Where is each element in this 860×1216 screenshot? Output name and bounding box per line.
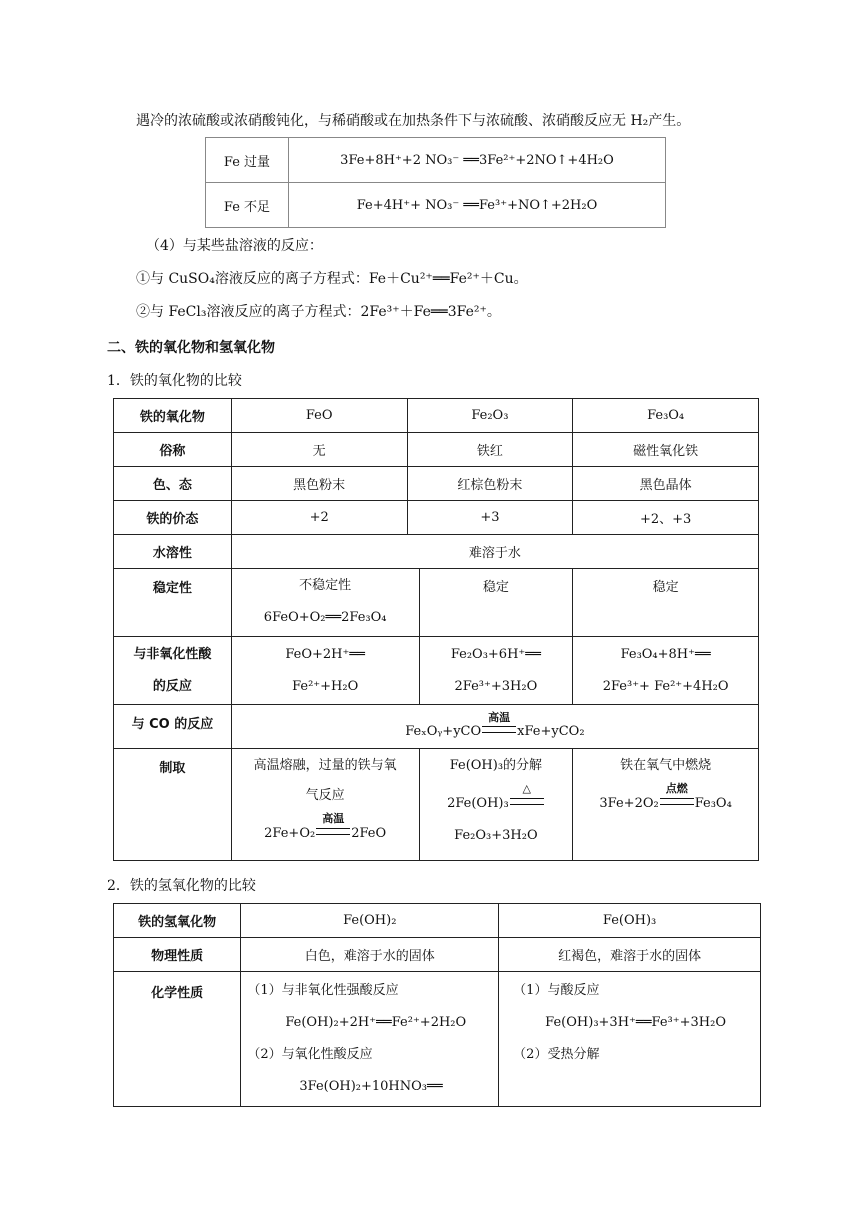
prep-fe3o4-eq-right: Fe₃O₄ bbox=[694, 796, 732, 811]
stability-feo-text: 不稳定性 bbox=[299, 578, 352, 593]
section-2-title: 二、铁的氧化物和氢氧化物 bbox=[107, 340, 275, 356]
color-state-label: 色、态 bbox=[114, 467, 232, 501]
physical-feoh2: 白色，难溶于水的固体 bbox=[241, 938, 499, 972]
color-state-fe3o4: 黑色晶体 bbox=[573, 467, 759, 501]
stability-label: 稳定性 bbox=[114, 569, 232, 637]
oxide-comparison-table bbox=[113, 398, 759, 861]
subsection-1-title: 1．铁的氧化物的比较 bbox=[107, 373, 242, 389]
prep-feo-eq-right: 2FeO bbox=[351, 826, 387, 841]
chem-right-eq1: Fe(OH)₃+3H⁺══Fe³⁺+3H₂O bbox=[545, 1015, 726, 1030]
stability-fe2o3: 稳定 bbox=[419, 569, 573, 637]
stability-fe3o4: 稳定 bbox=[573, 569, 759, 637]
solubility-value: 难溶于水 bbox=[231, 535, 758, 569]
co-reaction-label: 与 CO 的反应 bbox=[114, 705, 232, 749]
prep-feo-text-1: 高温熔融，过量的铁与氧 bbox=[253, 758, 397, 773]
header-feoh2: Fe(OH)₂ bbox=[241, 904, 499, 938]
fe-deficient-equation: Fe+4H⁺+ NO₃⁻ ══Fe³⁺+NO↑+2H₂O bbox=[289, 183, 666, 228]
chem-right-1: （1）与酸反应 bbox=[513, 983, 600, 998]
prep-label: 制取 bbox=[114, 749, 232, 861]
physical-label: 物理性质 bbox=[114, 938, 241, 972]
common-name-feo: 无 bbox=[231, 433, 407, 467]
double-line-equals bbox=[510, 798, 544, 805]
stability-feo-equation: 6FeO+O₂══2Fe₃O₄ bbox=[263, 610, 387, 625]
chem-left-1: （1）与非氧化性强酸反应 bbox=[247, 983, 399, 998]
fe-excess-equation: 3Fe+8H⁺+2 NO₃⁻ ══3Fe²⁺+2NO↑+4H₂O bbox=[289, 138, 666, 183]
common-name-fe3o4: 磁性氧化铁 bbox=[573, 433, 759, 467]
prep-fe3o4-eq-condition: 点燃 bbox=[665, 782, 688, 795]
header-feo: FeO bbox=[231, 399, 407, 433]
header-fe2o3: Fe₂O₃ bbox=[407, 399, 573, 433]
acid-reaction-label-1: 与非氧化性酸 bbox=[133, 646, 212, 662]
chem-left-2: （2）与氧化性酸反应 bbox=[247, 1047, 373, 1062]
acid-fe3o4-line-2: 2Fe³⁺+ Fe²⁺+4H₂O bbox=[602, 678, 729, 694]
fe-deficient-label: Fe 不足 bbox=[206, 183, 289, 228]
prep-fe3o4-text: 铁在氧气中燃烧 bbox=[620, 758, 712, 773]
header-feoh3: Fe(OH)₃ bbox=[499, 904, 761, 938]
header-fe3o4: Fe₃O₄ bbox=[573, 399, 759, 433]
salt-reaction-2: ②与 FeCl₃溶液反应的离子方程式：2Fe³⁺＋Fe══3Fe²⁺。 bbox=[136, 304, 501, 320]
fe-nitric-table bbox=[205, 137, 666, 228]
acid-fe3o4-line-1: Fe₃O₄+8H⁺══ bbox=[620, 646, 711, 662]
intro-line: 遇冷的浓硫酸或浓硝酸钝化，与稀硝酸或在加热条件下与浓硫酸、浓硝酸反应无 H₂产生。 bbox=[136, 113, 691, 129]
prep-feo-eq-left: 2Fe+O₂ bbox=[264, 826, 316, 841]
subsection-2-title: 2．铁的氢氧化物的比较 bbox=[107, 878, 256, 894]
acid-fe2o3-line-2: 2Fe³⁺+3H₂O bbox=[454, 678, 538, 694]
header-hydroxide: 铁的氢氧化物 bbox=[114, 904, 241, 938]
acid-reaction-label-2: 的反应 bbox=[152, 678, 192, 694]
valence-fe3o4: +2、+3 bbox=[573, 501, 759, 535]
double-line-equals bbox=[482, 726, 516, 733]
prep-fe2o3-eq-right: Fe₂O₃+3H₂O bbox=[454, 828, 538, 843]
salt-reaction-1: ①与 CuSO₄溶液反应的离子方程式：Fe＋Cu²⁺══Fe²⁺＋Cu。 bbox=[136, 271, 528, 287]
salt-heading: （4）与某些盐溶液的反应： bbox=[146, 238, 323, 254]
double-line-equals bbox=[316, 828, 350, 835]
co-eq-condition: 高温 bbox=[488, 711, 511, 724]
header-oxide: 铁的氧化物 bbox=[114, 399, 232, 433]
valence-feo: +2 bbox=[231, 501, 407, 535]
co-eq-left: FeₓOᵧ+yCO bbox=[405, 724, 482, 739]
prep-fe3o4-eq-left: 3Fe+2O₂ bbox=[599, 796, 659, 811]
chem-left-eq2: 3Fe(OH)₂+10HNO₃══ bbox=[299, 1079, 443, 1094]
physical-feoh3: 红褐色，难溶于水的固体 bbox=[499, 938, 761, 972]
valence-fe2o3: +3 bbox=[407, 501, 573, 535]
prep-feo-eq-condition: 高温 bbox=[322, 812, 345, 825]
chemical-label: 化学性质 bbox=[114, 972, 241, 1107]
common-name-fe2o3: 铁红 bbox=[407, 433, 573, 467]
prep-feo-text-2: 气反应 bbox=[305, 788, 345, 803]
fe-excess-label: Fe 过量 bbox=[206, 138, 289, 183]
common-name-label: 俗称 bbox=[114, 433, 232, 467]
valence-label: 铁的价态 bbox=[114, 501, 232, 535]
co-eq-right: xFe+yCO₂ bbox=[517, 724, 585, 739]
double-line-equals bbox=[660, 798, 694, 805]
chem-left-eq1: Fe(OH)₂+2H⁺══Fe²⁺+2H₂O bbox=[285, 1015, 467, 1030]
color-state-fe2o3: 红棕色粉末 bbox=[407, 467, 573, 501]
acid-feo-line-1: FeO+2H⁺══ bbox=[285, 646, 365, 662]
chem-right-2: （2）受热分解 bbox=[513, 1047, 600, 1062]
solubility-label: 水溶性 bbox=[114, 535, 232, 569]
prep-fe2o3-text: Fe(OH)₃的分解 bbox=[449, 758, 543, 773]
color-state-feo: 黑色粉末 bbox=[231, 467, 407, 501]
acid-feo-line-2: Fe²⁺+H₂O bbox=[292, 678, 359, 694]
prep-fe2o3-eq-left: 2Fe(OH)₃ bbox=[447, 796, 509, 811]
acid-fe2o3-line-1: Fe₂O₃+6H⁺══ bbox=[450, 646, 541, 662]
heat-triangle-icon: △ bbox=[522, 782, 531, 795]
hydroxide-comparison-table bbox=[113, 903, 761, 1107]
